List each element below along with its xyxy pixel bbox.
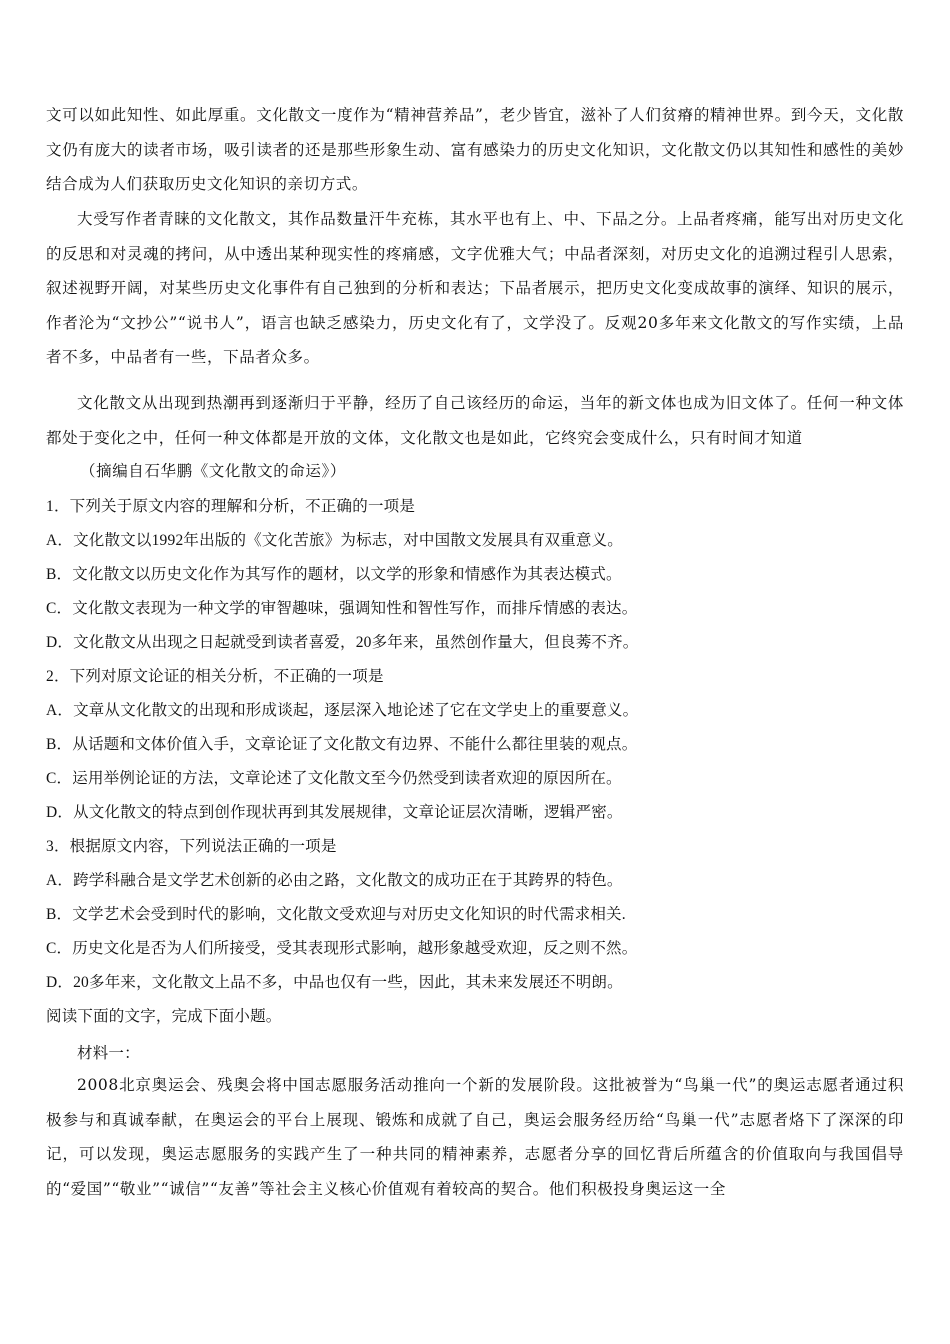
question-option: D．从文化散文的特点到创作现状再到其发展规律，文章论证层次清晰，逻辑严密。 <box>46 804 623 821</box>
question-option: A．文化散文以1992年出版的《文化苦旅》为标志，对中国散文发展具有双重意义。 <box>46 532 623 549</box>
question-option: A．文章从文化散文的出现和形成谈起，逐层深入地论述了它在文学史上的重要意义。 <box>46 702 639 719</box>
material-label: 材料一： <box>77 1044 140 1062</box>
passage-paragraph: 文可以如此知性、如此厚重。文化散文一度作为“精神营养品”，老少皆宜，滋补了人们贫瘠的精神世界。到今天，文化散文仍有庞大的读者市场，吸引读者的还是那些形象生动、富有感染力的历史文化知识，文化散文仍以其知性和感性的美妙结合成为人们获取历史文化知识的亲切方式。 <box>46 106 904 193</box>
question-option: C．文化散文表现为一种文学的审智趣味，强调知性和智性写作，而排斥情感的表达。 <box>46 600 638 617</box>
question-stem: 2．下列对原文论证的相关分析，不正确的一项是 <box>46 668 384 685</box>
question-option: D．文化散文从出现之日起就受到读者喜爱，20多年来，虽然创作量大，但良莠不齐。 <box>46 634 639 651</box>
material-paragraph: 2008北京奥运会、残奥会将中国志愿服务活动推向一个新的发展阶段。这批被誉为“鸟巢一代”的奥运志愿者通过积极参与和真诚奉献，在奥运会的平台上展现、锻炼和成就了自己，奥运会服务经历给“鸟巢一代”志愿者烙下了深深的印记，可以发现，奥运志愿服务的实践产生了一种共同的精神素养，志愿者分享的回忆背后所蕴含的价值取向与我国倡导的“爱国”“敬业”“诚信”“友善”等社会主义核心价值观有着较高的契合。他们积极投身奥运这一全 <box>46 1076 904 1198</box>
question-option: A．跨学科融合是文学艺术创新的必由之路，文化散文的成功正在于其跨界的特色。 <box>46 872 623 889</box>
question-option: B．从话题和文体价值入手，文章论证了文化散文有边界、不能什么都往里装的观点。 <box>46 736 638 753</box>
question-option: C．历史文化是否为人们所接受，受其表现形式影响，越形象越受欢迎，反之则不然。 <box>46 940 638 957</box>
question-stem: 1．下列关于原文内容的理解和分析，不正确的一项是 <box>46 498 416 515</box>
reading-instruction: 阅读下面的文字，完成下面小题。 <box>46 1008 282 1025</box>
passage-source: （摘编自石华鹏《文化散文的命运》） <box>80 462 346 480</box>
question-option: B．文化散文以历史文化作为其写作的题材，以文学的形象和情感作为其表达模式。 <box>46 566 622 583</box>
question-stem: 3．根据原文内容，下列说法正确的一项是 <box>46 838 337 855</box>
question-option: B．文学艺术会受到时代的影响，文化散文受欢迎与对历史文化知识的时代需求相关. <box>46 906 626 923</box>
question-option: D．20多年来，文化散文上品不多，中品也仅有一些，因此，其未来发展还不明朗。 <box>46 974 623 991</box>
passage-paragraph: 文化散文从出现到热潮再到逐渐归于平静，经历了自己该经历的命运，当年的新文体也成为旧文体了。任何一种文体都处于变化之中，任何一种文体都是开放的文体，文化散文也是如此，它终究会变成什么，只有时间才知道 <box>46 394 904 447</box>
question-option: C．运用举例论证的方法，文章论述了文化散文至今仍然受到读者欢迎的原因所在。 <box>46 770 622 787</box>
passage-paragraph: 大受写作者青睐的文化散文，其作品数量汗牛充栋，其水平也有上、中、下品之分。上品者疼痛，能写出对历史文化的反思和对灵魂的拷问，从中透出某种现实性的疼痛感，文字优雅大气；中品者深刻，对历史文化的追溯过程引人思索，叙述视野开阔，对某些历史文化事件有自己独到的分析和表达；下品者展示，把历史文化变成故事的演绎、知识的展示，作者沦为“文抄公”“说书人”，语言也缺乏感染力，历史文化有了，文学没了。反观20多年来文化散文的写作实绩，上品者不多，中品者有一些，下品者众多。 <box>46 210 904 366</box>
